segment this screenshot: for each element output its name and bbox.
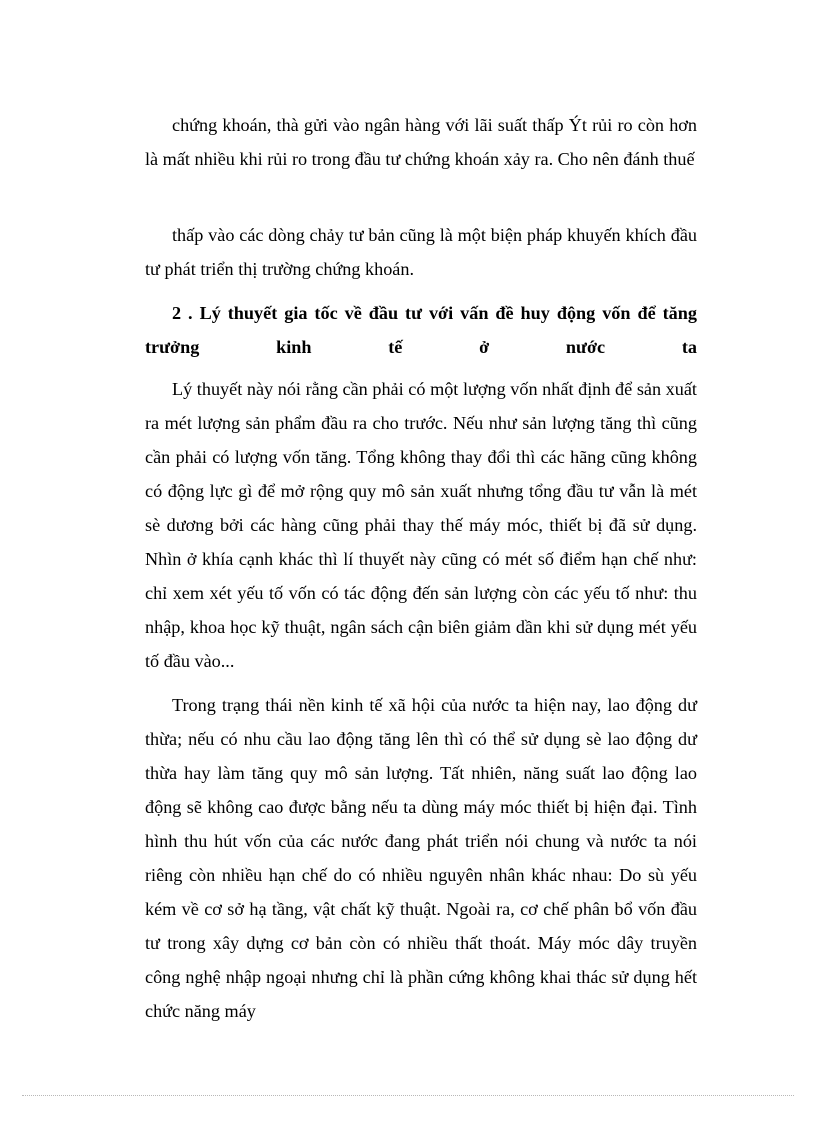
paragraph-1: chứng khoán, thà gửi vào ngân hàng với lãi suất thấp Ýt rủi ro còn hơn là mất nhiều khi rủi ro trong đầu tư chứng khoán xảy ra. Cho nên đánh thuế xyxy=(145,115,697,169)
section-heading: 2 . Lý thuyết gia tốc về đầu tư với vấn đề huy động vốn để tăng trưởng kinh tế ở nước ta xyxy=(145,303,697,357)
paragraph-3: Lý thuyết này nói rằng cần phải có một lượng vốn nhất định để sản xuất ra mét lượng sản phẩm đầu ra cho trước. Nếu như sản lượng tăng thì cũng cần phải có lượng vốn tăng. Tổng không thay đổi thì các hãng cũng không có động lực gì để mở rộng quy mô sản xuất nhưng tổng đầu tư vẫn là mét sè dương bởi các hàng cũng phải thay thế máy móc, thiết bị đã sử dụng. Nhìn ở khía cạnh khác thì lí thuyết này cũng có mét số điểm hạn chế như: chỉ xem xét yếu tố vốn có tác động đến sản lượng còn các yếu tố như: thu nhập, khoa học kỹ thuật, ngân sách cận biên giảm dần khi sử dụng mét yếu tố đầu vào... xyxy=(145,379,697,671)
footer-divider xyxy=(22,1095,794,1096)
paragraph-2: thấp vào các dòng chảy tư bản cũng là một biện pháp khuyến khích đầu tư phát triển thị trường chứng khoán. xyxy=(145,225,697,279)
paragraph-4: Trong trạng thái nền kinh tế xã hội của nước ta hiện nay, lao động dư thừa; nếu có nhu cầu lao động tăng lên thì có thể sử dụng sè lao động dư thừa hay làm tăng quy mô sản lượng. Tất nhiên, năng suất lao động lao động sẽ không cao được bằng nếu ta dùng máy móc thiết bị hiện đại. Tình hình thu hút vốn của các nước đang phát triển nói chung và nước ta nói riêng còn nhiều hạn chế do có nhiều nguyên nhân khác nhau: Do sù yếu kém về cơ sở hạ tầng, vật chất kỹ thuật. Ngoài ra, cơ chế phân bổ vốn đầu tư trong xây dựng cơ bản còn có nhiều thất thoát. Máy móc dây truyền công nghệ nhập ngoại nhưng chỉ là phần cứng không khai thác sử dụng hết chức năng máy xyxy=(145,695,697,1021)
